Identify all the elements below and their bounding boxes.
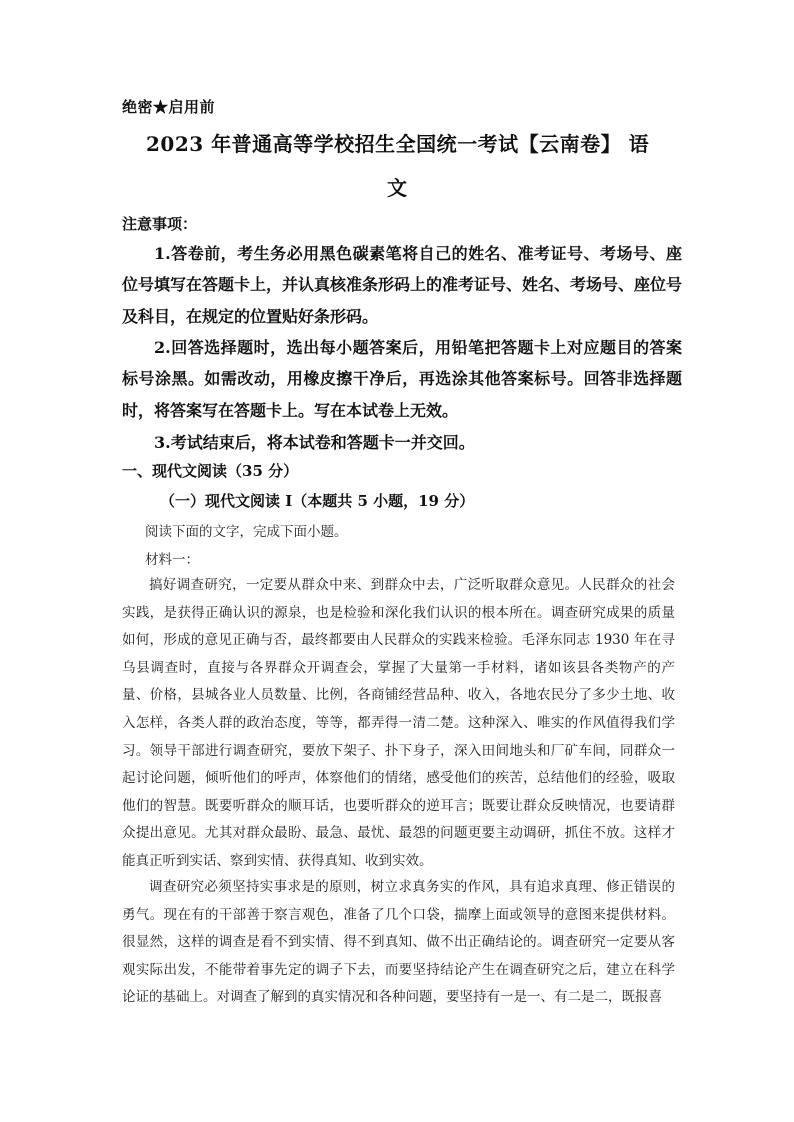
section-heading: 一、现代文阅读（35 分） — [122, 462, 299, 480]
notice-heading: 注意事项： — [122, 215, 198, 233]
sub-section-heading: （一）现代文阅读 I（本题共 5 小题，19 分） — [160, 492, 475, 510]
exam-title-line-2: 文 — [387, 176, 407, 200]
notice-item-1: 1.答卷前，考生务必用黑色碳素笔将自己的姓名、准考证号、考场号、座位号填写在答题卡上，并认真核准条形码上的准考证号、姓名、考场号、座位号及科目，在规定的位置贴好条形码。 — [122, 244, 683, 326]
secret-mark: 绝密★启用前 — [122, 98, 216, 116]
reading-instruction: 阅读下面的文字，完成下面小题。 — [145, 524, 348, 540]
material-label: 材料一： — [145, 552, 199, 568]
notice-item-3: 3.考试结束后，将本试卷和答题卡一并交回。 — [154, 433, 475, 452]
material-paragraph-1: 搞好调查研究，一定要从群众中来、到群众中去，广泛听取群众意见。人民群众的社会实践，是获得正确认识的源泉，也是检验和深化我们认识的根本所在。调查研究成果的质量如何，形成的意见正确与否，最终都要由人民群众的实践来检验。毛泽东同志 1930 年在寻乌县调查时，直接与各界群众开调查会，掌握了大量第一手材料，诸如该县各类物产的产量、价格，县城各业人员数量、比例，各商铺经营品种、收入，各地农民分了多少土地、收入怎样，各类人群的政治态度，等等，都弄得一清二楚。这种深入、唯实的作风值得我们学习。领导干部进行调查研究，要放下架子、扑下身子，深入田间地头和厂矿车间，同群众一起讨论问题，倾听他们的呼声，体察他们的情绪，感受他们的疾苦，总结他们的经验，吸取他们的智慧。既要听群众的顺耳话，也要听群众的逆耳言；既要让群众反映情况，也要请群众提出意见。尤其对群众最盼、最急、最忧、最怨的问题更要主动调研，抓住不放。这样才能真正听到实话、察到实情、获得真知、收到实效。 — [122, 577, 675, 869]
material-paragraph-2: 调查研究必须坚持实事求是的原则，树立求真务实的作风，具有追求真理、修正错误的勇气。现在有的干部善于察言观色，准备了几个口袋，揣摩上面或领导的意图来提供材料。很显然，这样的调查是看不到实情、得不到真知、做不出正确结论的。调查研究一定要从客观实际出发，不能带着事先定的调子下去，而要坚持结论产生在调查研究之后，建立在科学论证的基础上。对调查了解到的真实情况和各种问题，要坚持有一是一、有二是二，既报喜 — [122, 879, 675, 1006]
notice-item-2: 2.回答选择题时，选出每小题答案后，用铅笔把答题卡上对应题目的答案标号涂黑。如需改动，用橡皮擦干净后，再选涂其他答案标号。回答非选择题时，将答案写在答题卡上。写在本试卷上无效。 — [122, 338, 682, 420]
exam-title-line-1: 2023 年普通高等学校招生全国统一考试【云南卷】 语 — [146, 132, 650, 156]
